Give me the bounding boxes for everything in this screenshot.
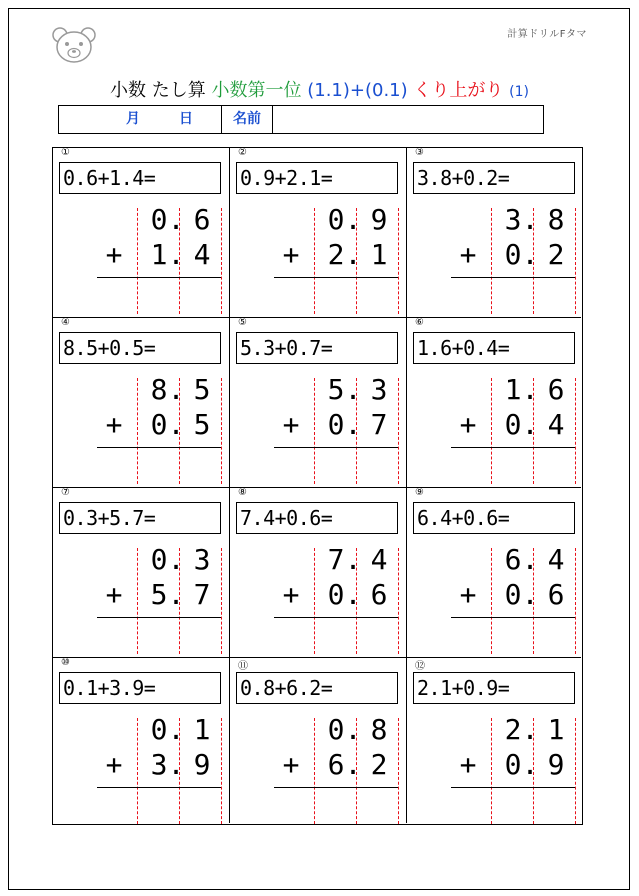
sum-line (97, 277, 221, 278)
column-addition (53, 200, 230, 318)
sum-line (451, 277, 575, 278)
problem-number: ① (61, 147, 70, 158)
column-addition (53, 710, 230, 828)
decimal-point: . (167, 238, 185, 271)
addend-top-ones: 8 (150, 373, 168, 406)
name-date-bar (58, 105, 544, 134)
addend-bottom-ones: 0 (150, 408, 168, 441)
addend-bottom-ones: 6 (327, 748, 345, 781)
decimal-point: . (521, 543, 539, 576)
equation-box[interactable]: 7.4+0.6= (236, 502, 398, 534)
problem-cell (407, 318, 581, 488)
answer-area[interactable] (137, 450, 221, 484)
column-addition (407, 540, 584, 658)
decimal-point: . (344, 748, 362, 781)
addend-bottom-ones: 3 (150, 748, 168, 781)
problem-cell (53, 488, 230, 658)
plus-sign: + (282, 408, 300, 441)
problem-cell (407, 488, 581, 658)
addend-bottom-tenths: 5 (193, 408, 211, 441)
problem-cell (230, 658, 407, 823)
sum-line (451, 617, 575, 618)
addend-bottom-tenths: 4 (547, 408, 565, 441)
title-sheet-number: (1) (509, 84, 529, 100)
addend-top-tenths: 1 (193, 713, 211, 746)
plus-sign: + (282, 748, 300, 781)
addend-bottom-ones: 0 (504, 578, 522, 611)
addend-bottom-tenths: 9 (193, 748, 211, 781)
addend-top-tenths: 5 (193, 373, 211, 406)
problem-number: ⑤ (238, 317, 247, 328)
addend-top-tenths: 4 (547, 543, 565, 576)
answer-area[interactable] (314, 280, 398, 314)
problem-number: ⑫ (415, 661, 425, 672)
addend-top-ones: 0 (150, 713, 168, 746)
addend-top-tenths: 8 (547, 203, 565, 236)
problem-cell (53, 318, 230, 488)
answer-area[interactable] (137, 790, 221, 824)
column-addition (407, 200, 584, 318)
addend-bottom-ones: 2 (327, 238, 345, 271)
addend-bottom-ones: 0 (504, 408, 522, 441)
problem-number: ④ (61, 317, 70, 328)
problem-number: ⑦ (61, 487, 70, 498)
addend-top-ones: 0 (150, 203, 168, 236)
decimal-point: . (344, 238, 362, 271)
problem-cell (53, 148, 230, 318)
sum-line (97, 617, 221, 618)
guide-line (221, 378, 222, 484)
sum-line (451, 447, 575, 448)
addend-top-tenths: 9 (370, 203, 388, 236)
addend-top-ones: 0 (327, 713, 345, 746)
title-carry: くり上がり (413, 80, 504, 101)
decimal-point: . (167, 203, 185, 236)
addend-bottom-tenths: 6 (547, 578, 565, 611)
addend-bottom-tenths: 9 (547, 748, 565, 781)
addend-top-tenths: 3 (370, 373, 388, 406)
guide-line (398, 548, 399, 654)
answer-area[interactable] (314, 790, 398, 824)
addend-bottom-ones: 5 (150, 578, 168, 611)
addend-top-tenths: 8 (370, 713, 388, 746)
sum-line (97, 447, 221, 448)
sum-line (274, 277, 398, 278)
column-addition (407, 710, 584, 828)
answer-area[interactable] (314, 620, 398, 654)
guide-line (575, 718, 576, 824)
guide-line (575, 208, 576, 314)
column-addition (53, 540, 230, 658)
problem-cell (407, 148, 581, 318)
addend-bottom-ones: 1 (150, 238, 168, 271)
guide-line (398, 378, 399, 484)
answer-area[interactable] (137, 280, 221, 314)
decimal-point: . (167, 713, 185, 746)
addend-top-ones: 3 (504, 203, 522, 236)
guide-line (575, 548, 576, 654)
plus-sign: + (282, 578, 300, 611)
decimal-point: . (344, 543, 362, 576)
addend-top-ones: 1 (504, 373, 522, 406)
equation-box[interactable]: 0.1+3.9= (59, 672, 221, 704)
addend-top-ones: 5 (327, 373, 345, 406)
guide-line (398, 718, 399, 824)
equation-box[interactable]: 8.5+0.5= (59, 332, 221, 364)
bear-face-icon (50, 25, 98, 65)
day-label: 日 (179, 111, 193, 127)
problem-cell (230, 488, 407, 658)
decimal-point: . (521, 578, 539, 611)
addend-bottom-tenths: 2 (547, 238, 565, 271)
column-addition (53, 370, 230, 488)
equation-box[interactable]: 0.6+1.4= (59, 162, 221, 194)
column-addition (230, 200, 407, 318)
addend-bottom-tenths: 4 (193, 238, 211, 271)
decimal-point: . (167, 748, 185, 781)
addend-bottom-tenths: 7 (370, 408, 388, 441)
problem-number: ③ (415, 147, 424, 158)
guide-line (221, 208, 222, 314)
plus-sign: + (459, 578, 477, 611)
equation-box[interactable]: 0.8+6.2= (236, 672, 398, 704)
decimal-point: . (521, 238, 539, 271)
decimal-point: . (344, 203, 362, 236)
page-title (0, 76, 639, 102)
equation-box[interactable]: 1.6+0.4= (413, 332, 575, 364)
sum-line (274, 447, 398, 448)
plus-sign: + (105, 748, 123, 781)
addend-top-ones: 0 (327, 203, 345, 236)
sum-line (274, 617, 398, 618)
problem-number: ⑥ (415, 317, 424, 328)
addend-top-tenths: 6 (547, 373, 565, 406)
equation-box[interactable]: 0.3+5.7= (59, 502, 221, 534)
decimal-point: . (344, 373, 362, 406)
problem-number: ⑪ (238, 661, 248, 672)
guide-line (398, 208, 399, 314)
brand-label: 計算ドリルFタマ (507, 29, 587, 40)
decimal-point: . (344, 713, 362, 746)
column-addition (230, 710, 407, 828)
decimal-point: . (521, 408, 539, 441)
plus-sign: + (459, 238, 477, 271)
plus-sign: + (459, 748, 477, 781)
decimal-point: . (344, 408, 362, 441)
addend-bottom-tenths: 7 (193, 578, 211, 611)
addend-top-ones: 7 (327, 543, 345, 576)
title-level: 小数第一位 (211, 80, 302, 101)
sum-line (274, 787, 398, 788)
answer-area[interactable] (314, 450, 398, 484)
plus-sign: + (105, 238, 123, 271)
addend-bottom-ones: 0 (504, 748, 522, 781)
problem-number: ⑧ (238, 487, 247, 498)
answer-area[interactable] (491, 450, 575, 484)
title-topic: 小数 たし算 (110, 80, 206, 101)
answer-area[interactable] (491, 280, 575, 314)
decimal-point: . (521, 203, 539, 236)
guide-line (221, 718, 222, 824)
problem-cell (53, 658, 230, 823)
addend-bottom-tenths: 2 (370, 748, 388, 781)
sum-line (97, 787, 221, 788)
addend-bottom-ones: 0 (327, 408, 345, 441)
equation-box[interactable]: 0.9+2.1= (236, 162, 398, 194)
plus-sign: + (282, 238, 300, 271)
date-field[interactable] (59, 106, 222, 133)
equation-box[interactable]: 2.1+0.9= (413, 672, 575, 704)
addend-top-tenths: 3 (193, 543, 211, 576)
decimal-point: . (167, 578, 185, 611)
equation-box[interactable]: 3.8+0.2= (413, 162, 575, 194)
answer-area[interactable] (137, 620, 221, 654)
problem-number: ⑨ (415, 487, 424, 498)
answer-area[interactable] (491, 790, 575, 824)
addend-bottom-ones: 0 (504, 238, 522, 271)
guide-line (575, 378, 576, 484)
plus-sign: + (459, 408, 477, 441)
addend-bottom-tenths: 6 (370, 578, 388, 611)
decimal-point: . (521, 373, 539, 406)
decimal-point: . (167, 408, 185, 441)
decimal-point: . (521, 748, 539, 781)
problem-number: ② (238, 147, 247, 158)
problem-cell (407, 658, 581, 823)
decimal-point: . (167, 543, 185, 576)
answer-area[interactable] (491, 620, 575, 654)
addend-top-ones: 6 (504, 543, 522, 576)
addend-top-tenths: 1 (547, 713, 565, 746)
decimal-point: . (344, 578, 362, 611)
equation-box[interactable]: 5.3+0.7= (236, 332, 398, 364)
addend-bottom-tenths: 1 (370, 238, 388, 271)
addend-top-ones: 0 (150, 543, 168, 576)
problem-number: ⑩ (61, 657, 70, 668)
name-label: 名前 (222, 106, 273, 133)
plus-sign: + (105, 408, 123, 441)
addend-top-ones: 2 (504, 713, 522, 746)
decimal-point: . (521, 713, 539, 746)
problem-cell (230, 148, 407, 318)
problem-grid (52, 147, 583, 825)
title-pattern: (1.1)+(0.1) (307, 80, 408, 101)
column-addition (407, 370, 584, 488)
addend-top-tenths: 4 (370, 543, 388, 576)
month-label: 月 (126, 111, 140, 127)
sum-line (451, 787, 575, 788)
plus-sign: + (105, 578, 123, 611)
column-addition (230, 540, 407, 658)
guide-line (221, 548, 222, 654)
addend-top-tenths: 6 (193, 203, 211, 236)
decimal-point: . (167, 373, 185, 406)
addend-bottom-ones: 0 (327, 578, 345, 611)
equation-box[interactable]: 6.4+0.6= (413, 502, 575, 534)
column-addition (230, 370, 407, 488)
name-field[interactable] (273, 106, 543, 133)
problem-cell (230, 318, 407, 488)
